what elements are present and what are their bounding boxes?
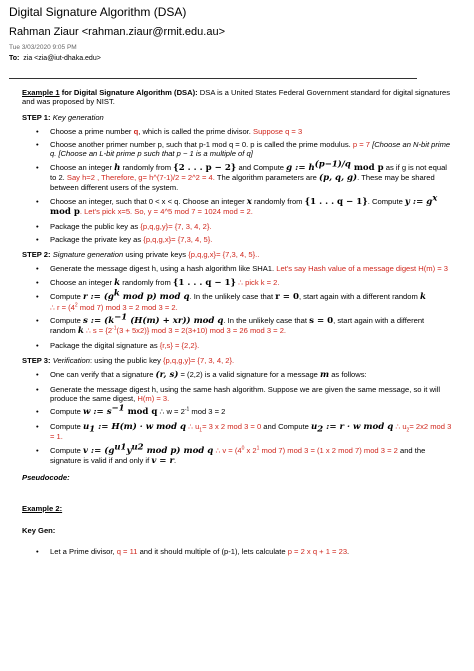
math-zero: r = 0: [275, 292, 299, 303]
red-sub: 1: [199, 427, 203, 434]
math-g: g := h: [286, 162, 315, 173]
math-exp: (p−1)/q: [314, 158, 351, 169]
list-item: [50, 278, 452, 288]
math-mod: mod p: [350, 162, 384, 173]
red-note: = 3 x 2 mod 3 = 0: [202, 421, 262, 431]
list-item: [50, 288, 452, 312]
text: Package the public key as: [50, 221, 141, 231]
red-note: ∴ pick k = 2.: [238, 277, 280, 287]
math-formula: := H(m) · w mod q: [95, 421, 187, 432]
math-exp: −1: [111, 403, 125, 414]
math-rs: (r, s): [155, 370, 179, 381]
list-item: [50, 140, 452, 159]
text: and Compute: [236, 162, 287, 172]
text: Compute: [50, 315, 83, 325]
list-item: [50, 193, 452, 218]
list-item: [50, 385, 452, 404]
red-note: ∴ s = {2: [83, 326, 113, 336]
text: as follows:: [329, 370, 367, 380]
red-sup: 1: [256, 445, 260, 452]
text: The algorithm parameters are: [214, 172, 319, 182]
text: and it should multiple of (p-1), lets calculate: [137, 547, 288, 557]
step2-heading: [22, 250, 452, 259]
header-divider: [9, 78, 417, 79]
red-note: mod 7) mod 3 = (1 x 2 mod 7) mod 3 = 2: [259, 445, 398, 455]
to-value[interactable]: zia <zia@iut-dhaka.edu>: [23, 55, 101, 62]
email-subject: Digital Signature Algorithm (DSA): [9, 5, 187, 19]
italic-note: [Choose an N-bit prime q. [Choose an L-bit prime p such that p − 1 is a multiple of q]: [50, 140, 451, 159]
math-formula: u: [82, 421, 90, 432]
red-sup: 0: [241, 445, 245, 452]
keygen-list: [22, 547, 452, 556]
example1-text: DSA is a United States Federal Government standard for digital signatures and was proposed by NIST.: [22, 88, 451, 107]
math-exp: k: [113, 288, 120, 299]
red-note: {p,q,g,y}= {7, 3, 4, 2}.: [140, 221, 212, 231]
text: .: [347, 547, 350, 557]
math-k: k: [77, 326, 84, 337]
math-formula: v := (g: [82, 445, 115, 456]
step1-label: STEP 1:: [22, 112, 51, 122]
list-item: [50, 547, 452, 556]
list-item: [50, 442, 452, 467]
math-sub: 1: [89, 424, 96, 435]
math-params: (p, q, g): [319, 172, 358, 183]
list-item: [50, 127, 452, 136]
red-note: ∴ u: [186, 421, 200, 431]
email-sender[interactable]: Rahman Ziaur <rahman.ziaur@rmit.edu.au>: [9, 26, 225, 38]
text: Compute: [50, 292, 83, 302]
text: Let a Prime divisor,: [50, 547, 117, 557]
red-note: Let's say Hash value of a message digest H(m) = 3: [276, 264, 449, 274]
list-item: [50, 370, 452, 380]
step2-list: [22, 264, 452, 350]
step1-heading: [22, 113, 452, 122]
math-set: {1 . . . q − 1}: [304, 196, 368, 207]
text: Compute: [50, 445, 83, 455]
text: randomly from: [120, 162, 174, 172]
example1-intro: [22, 88, 452, 107]
text: mod 3 = 2: [189, 407, 226, 417]
math-set: {2 . . . p − 2}: [173, 162, 237, 173]
math-h: h: [114, 162, 121, 173]
step3-title: Verification: [52, 356, 90, 366]
math-k: k: [419, 292, 426, 303]
list-item: [50, 222, 452, 231]
math-formula: (H(m) + xr)) mod q: [127, 315, 224, 326]
text: randomly from: [120, 277, 173, 287]
text: . Compute: [367, 196, 405, 206]
text: . These may be shared between different users of the system.: [50, 172, 435, 193]
text: Package the private key as: [50, 234, 144, 244]
text: Compute: [50, 421, 83, 431]
text: Choose an integer: [50, 277, 115, 287]
step3-list: [22, 370, 452, 466]
red-note: p = 2 x q + 1 = 23: [287, 547, 348, 557]
text: , which is called the prime divisor.: [138, 126, 254, 136]
text: randomly from: [251, 196, 305, 206]
list-item: [50, 264, 452, 273]
red-note: Say h=2 , Therefore, g= h^(7-1)/2 = 2^2 = 4.: [66, 172, 215, 182]
math-formula: s := (k: [82, 315, 115, 326]
red-note: H(m) = 3.: [137, 394, 170, 404]
text: Package the digital signature as: [50, 340, 160, 350]
email-date: Tue 3/03/2020 9:05 PM: [9, 44, 77, 51]
step1-title: Key generation: [52, 112, 104, 122]
red-note: {p,q,g,y}= {7, 3, 4, 2}.: [163, 356, 235, 366]
text: .: [174, 456, 177, 466]
math-formula: u: [311, 421, 318, 432]
math-exp: u1: [114, 442, 127, 453]
math-mod: mod p: [50, 207, 80, 218]
red-note: ∴ u: [393, 421, 407, 431]
text: . In the unlikely case that: [189, 292, 276, 302]
text: . In the unlikely case that: [223, 315, 310, 325]
step3-heading: [22, 356, 452, 365]
list-item: [50, 235, 452, 244]
red-note: (3 + 5x2)} mod 3 = 2(3+10) mod 3 = 26 mod 3 = 2.: [116, 326, 287, 336]
step2-title: Signature generation: [52, 250, 124, 260]
text: Generate the message digest h, using a hash algorithm like SHA1.: [50, 264, 277, 274]
math-exp: u2: [131, 442, 144, 453]
text: Compute: [50, 407, 83, 417]
red-note: p = 7: [352, 140, 370, 149]
pseudocode-heading: Pseudocode:: [22, 472, 70, 482]
to-label: To:: [9, 55, 20, 62]
math-exp: x: [432, 193, 438, 204]
list-item: [50, 158, 452, 193]
text: : using the public key: [89, 356, 164, 366]
text: and the signature is valid if and only if: [50, 445, 426, 466]
math-zero: s = 0: [309, 315, 334, 326]
sup: -1: [184, 406, 190, 413]
email-recipients: [9, 55, 101, 62]
red-note: {r,s} = {2,2}.: [159, 340, 200, 350]
math-formula: mod p) mod q: [119, 292, 190, 303]
text: , start again with a different random: [50, 315, 425, 336]
red-sup: 2: [74, 302, 78, 309]
math-formula: r := (g: [82, 292, 114, 303]
text: and Compute: [261, 421, 311, 431]
math-k: k: [114, 277, 121, 288]
red-note: {p,q,g,x}= {7,3, 4, 5}..: [188, 250, 260, 260]
q-symbol: q: [133, 126, 139, 136]
list-item: [50, 312, 452, 337]
text: Choose another primer number p, such that p-1 mod q = 0. p is called the prime modulus.: [50, 140, 353, 149]
math-formula: y: [126, 445, 132, 456]
example1-heading-rest: for Digital Signature Algorithm (DSA):: [59, 88, 198, 97]
math-mod: mod q: [124, 407, 158, 418]
keygen-heading: Key Gen:: [22, 526, 56, 536]
text: using private keys: [123, 250, 189, 260]
red-sub: 2: [406, 427, 410, 434]
example1-heading: Example 1: [22, 88, 60, 97]
math-exp: −1: [114, 312, 128, 323]
list-item: [50, 422, 452, 442]
text: Choose an integer, such that 0 < x < q. Choose an integer: [50, 196, 247, 206]
math-formula: mod p) mod q: [143, 445, 214, 456]
text: Choose an integer: [50, 162, 115, 172]
math-y: y := g: [404, 196, 433, 207]
email-body: [22, 88, 452, 561]
step2-label: STEP 2:: [22, 250, 51, 260]
text: Generate the message digest h, using the same hash algorithm. Suppose we are given the same message, so it will produce the same digest,: [50, 384, 441, 404]
red-note: = 2x2 mod 3 = 1.: [50, 421, 452, 442]
red-note: mod 7) mod 3 = 2 mod 3 = 2.: [77, 302, 178, 312]
math-m: m: [320, 370, 330, 381]
math-v: v = r: [151, 456, 175, 467]
red-note: q = 11: [116, 547, 138, 557]
text: as if g is not equal to 2.: [50, 162, 447, 182]
red-note: ∴ r = (4: [50, 302, 75, 312]
text: , start again with a different random: [298, 292, 420, 302]
red-note: x 2: [244, 445, 257, 455]
list-item: [50, 341, 452, 350]
text: = (2,2) is a valid signature for a message: [178, 370, 320, 380]
example2-heading: Example 2:: [22, 503, 63, 513]
text: Choose a prime number: [50, 126, 134, 136]
red-note: Suppose q = 3: [253, 126, 303, 136]
math-formula: := r · w mod q: [323, 421, 394, 432]
math-set: {1 . . . q − 1}: [172, 277, 237, 288]
red-note: {p,q,g,x}= {7,3, 4, 5}.: [143, 234, 213, 244]
red-note: . Let's pick x=5. So, y = 4^5 mod 7 = 1024 mod = 2.: [79, 207, 253, 217]
red-note: ∴ v = (4: [213, 445, 242, 455]
list-item: [50, 403, 452, 418]
math-x: x: [246, 196, 252, 207]
math-formula: w := s: [82, 407, 112, 418]
red-sup: -1: [112, 325, 117, 332]
step1-list: [22, 127, 452, 244]
text: One can verify that a signature: [50, 370, 156, 380]
text: ∴ w = 2: [157, 407, 185, 417]
step3-label: STEP 3:: [22, 356, 51, 366]
math-sub: 2: [317, 424, 324, 435]
